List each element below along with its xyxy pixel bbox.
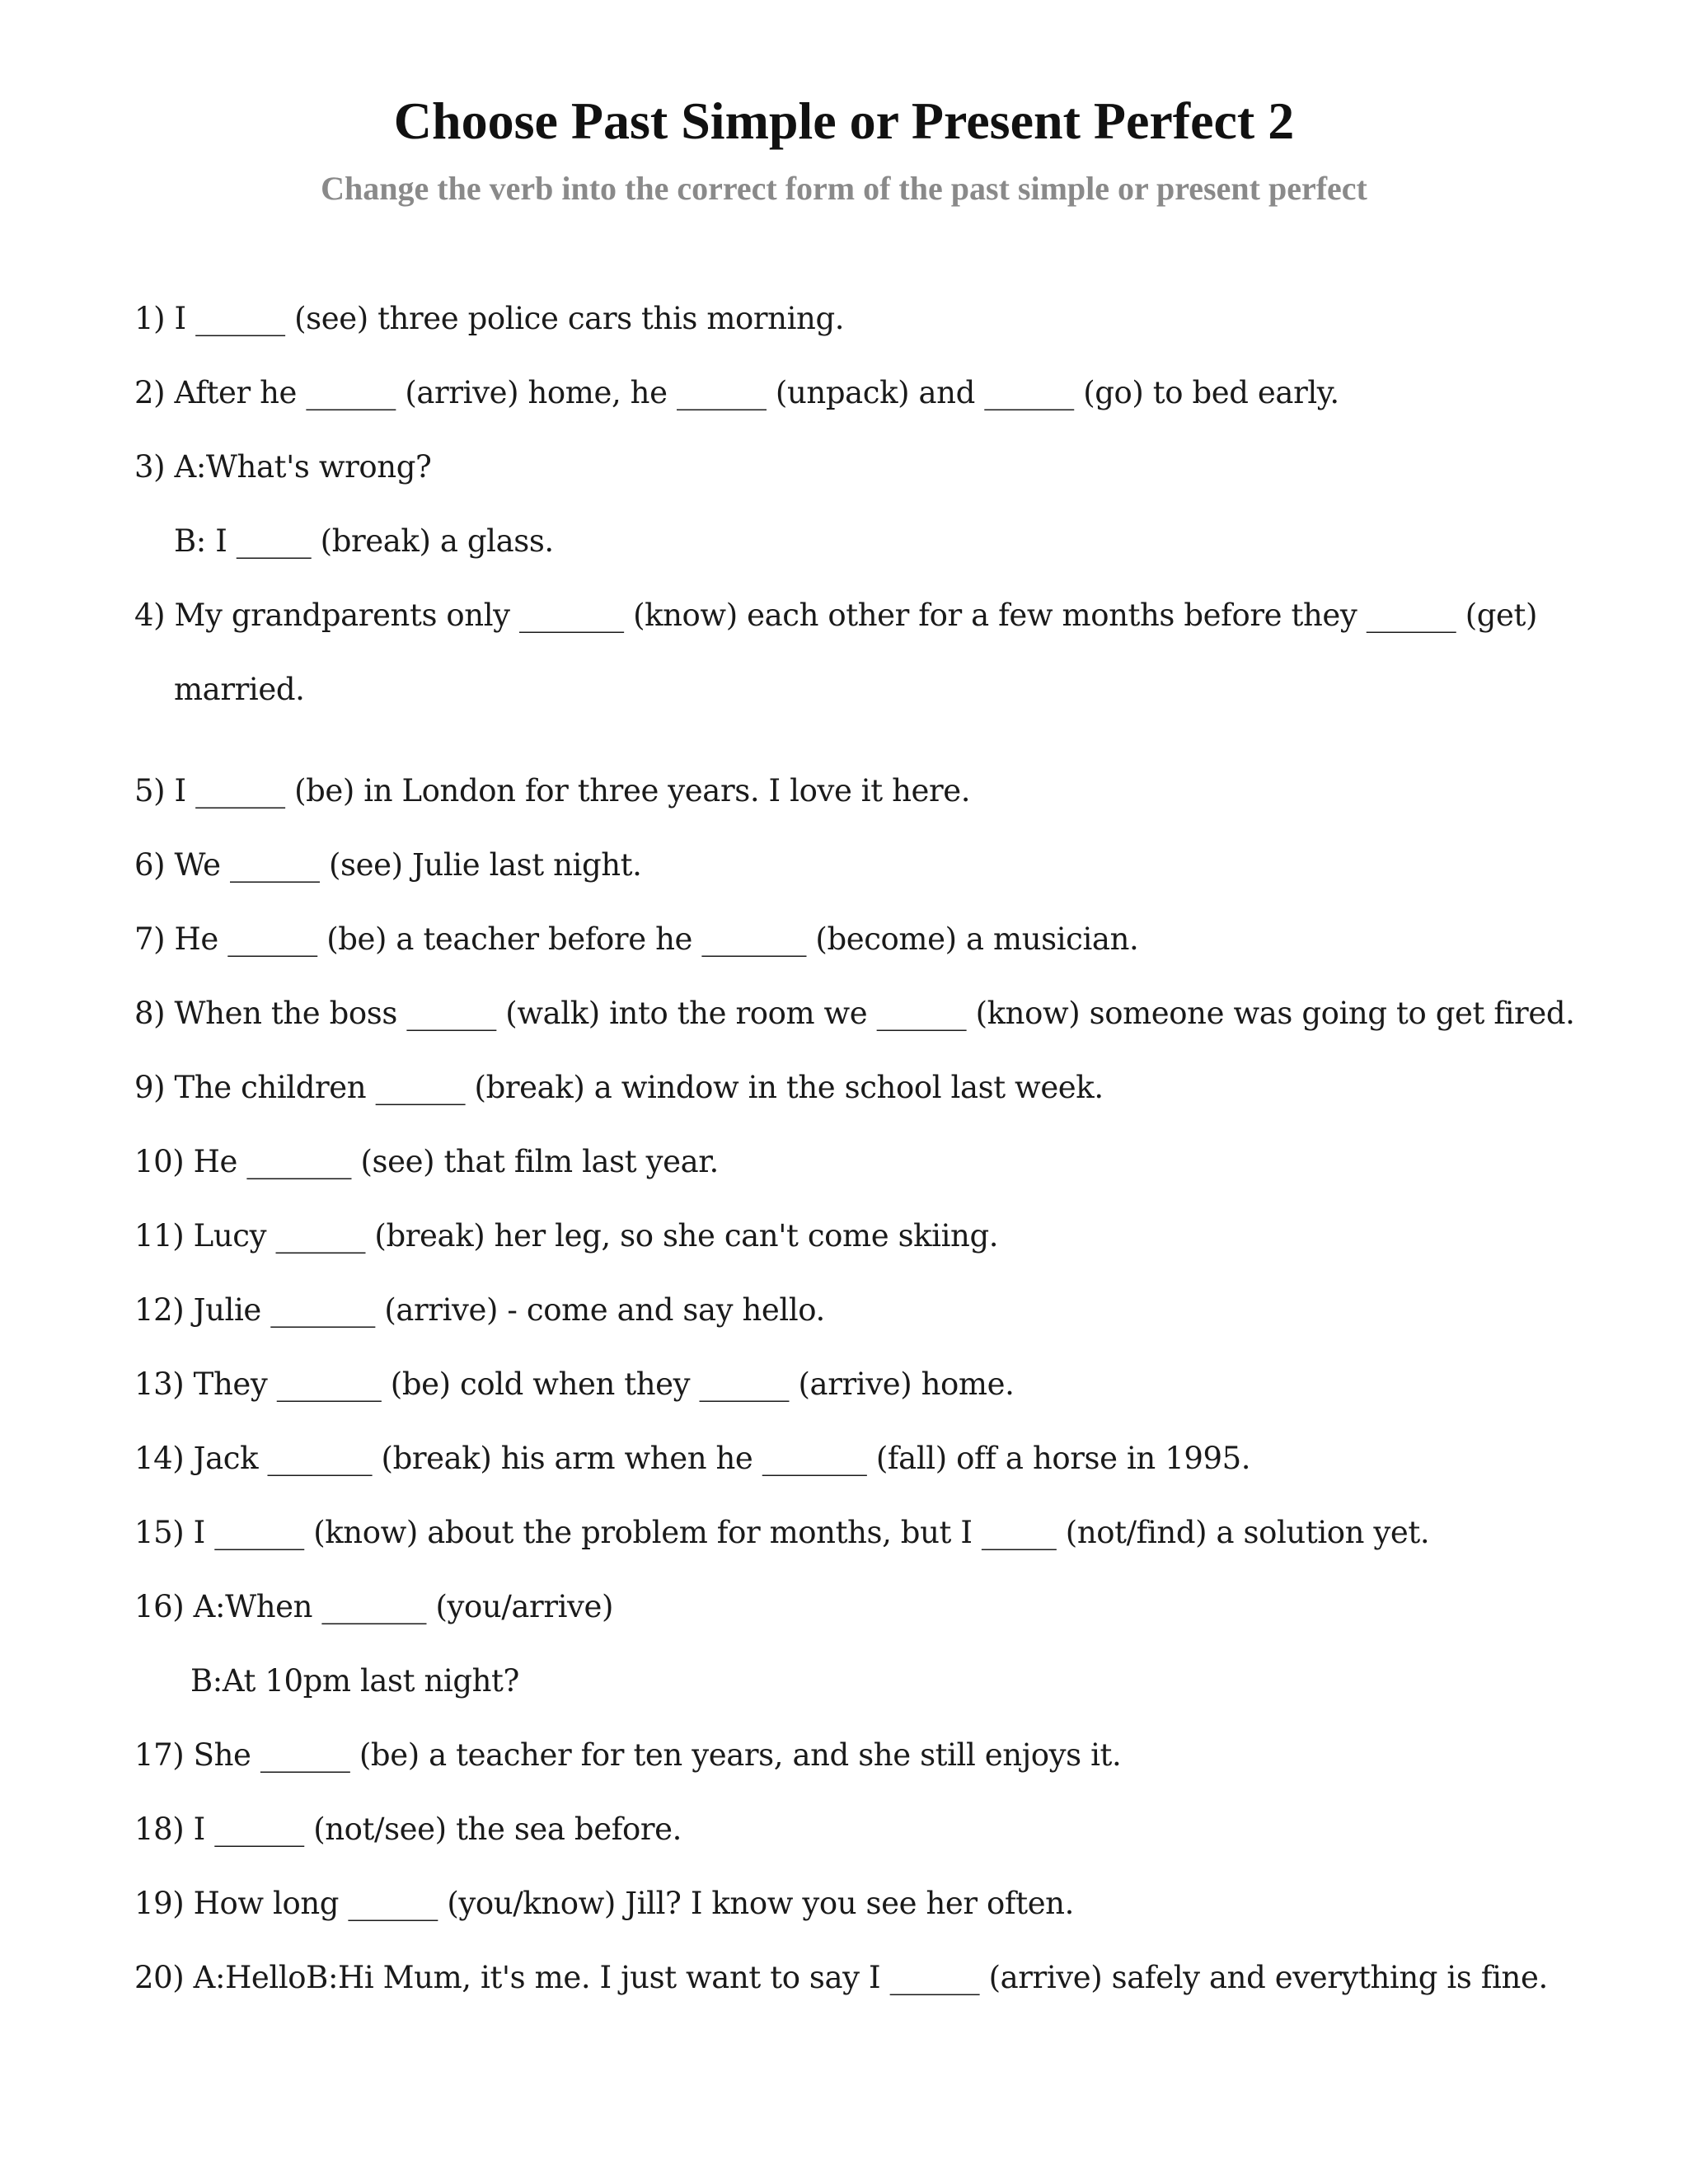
exercise-item-18: 18) I ______ (not/see) the sea before. [134, 1811, 682, 1847]
exercise-item-2: 2) After he ______ (arrive) home, he ______ (unpack) and ______ (go) to bed early. [134, 375, 1339, 410]
exercise-item-16-question: 16) A:When _______ (you/arrive) [134, 1589, 614, 1624]
page-title: Choose Past Simple or Present Perfect 2 [393, 91, 1295, 150]
exercise-item-13: 13) They _______ (be) cold when they ______ (arrive) home. [134, 1366, 1015, 1402]
exercise-item-7: 7) He ______ (be) a teacher before he _______ (become) a musician. [134, 921, 1139, 957]
exercise-item-19: 19) How long ______ (you/know) Jill? I know you see her often. [134, 1886, 1074, 1921]
exercise-item-17: 17) She ______ (be) a teacher for ten years, and she still enjoys it. [134, 1737, 1122, 1773]
exercise-item-8: 8) When the boss ______ (walk) into the room we ______ (know) someone was going to get fired. [134, 996, 1575, 1031]
exercise-item-4-continuation: married. [174, 672, 305, 707]
exercise-item-3-question: 3) A:What's wrong? [134, 449, 432, 485]
exercise-item-5: 5) I ______ (be) in London for three years. I love it here. [134, 773, 971, 808]
exercise-item-11: 11) Lucy ______ (break) her leg, so she can't come skiing. [134, 1218, 999, 1254]
exercise-item-3-answer: B: I _____ (break) a glass. [174, 523, 554, 559]
exercise-item-6: 6) We ______ (see) Julie last night. [134, 847, 642, 883]
exercise-item-4: 4) My grandparents only _______ (know) each other for a few months before they ______ (get) [134, 598, 1538, 633]
exercise-item-14: 14) Jack _______ (break) his arm when he _______ (fall) off a horse in 1995. [134, 1441, 1251, 1476]
exercise-item-16-answer: B:At 10pm last night? [190, 1663, 519, 1699]
exercise-item-15: 15) I ______ (know) about the problem for months, but I _____ (not/find) a solution yet. [134, 1515, 1430, 1550]
exercise-item-9: 9) The children ______ (break) a window in the school last week. [134, 1070, 1104, 1105]
exercise-item-1: 1) I ______ (see) three police cars this morning. [134, 301, 845, 336]
exercise-item-10: 10) He _______ (see) that film last year. [134, 1144, 719, 1179]
exercise-item-20: 20) A:HelloB:Hi Mum, it's me. I just want to say I ______ (arrive) safely and everything is fine. [134, 1960, 1548, 1995]
exercise-item-12: 12) Julie _______ (arrive) - come and say hello. [134, 1292, 825, 1328]
page-subtitle: Change the verb into the correct form of the past simple or present perfect [321, 170, 1367, 207]
